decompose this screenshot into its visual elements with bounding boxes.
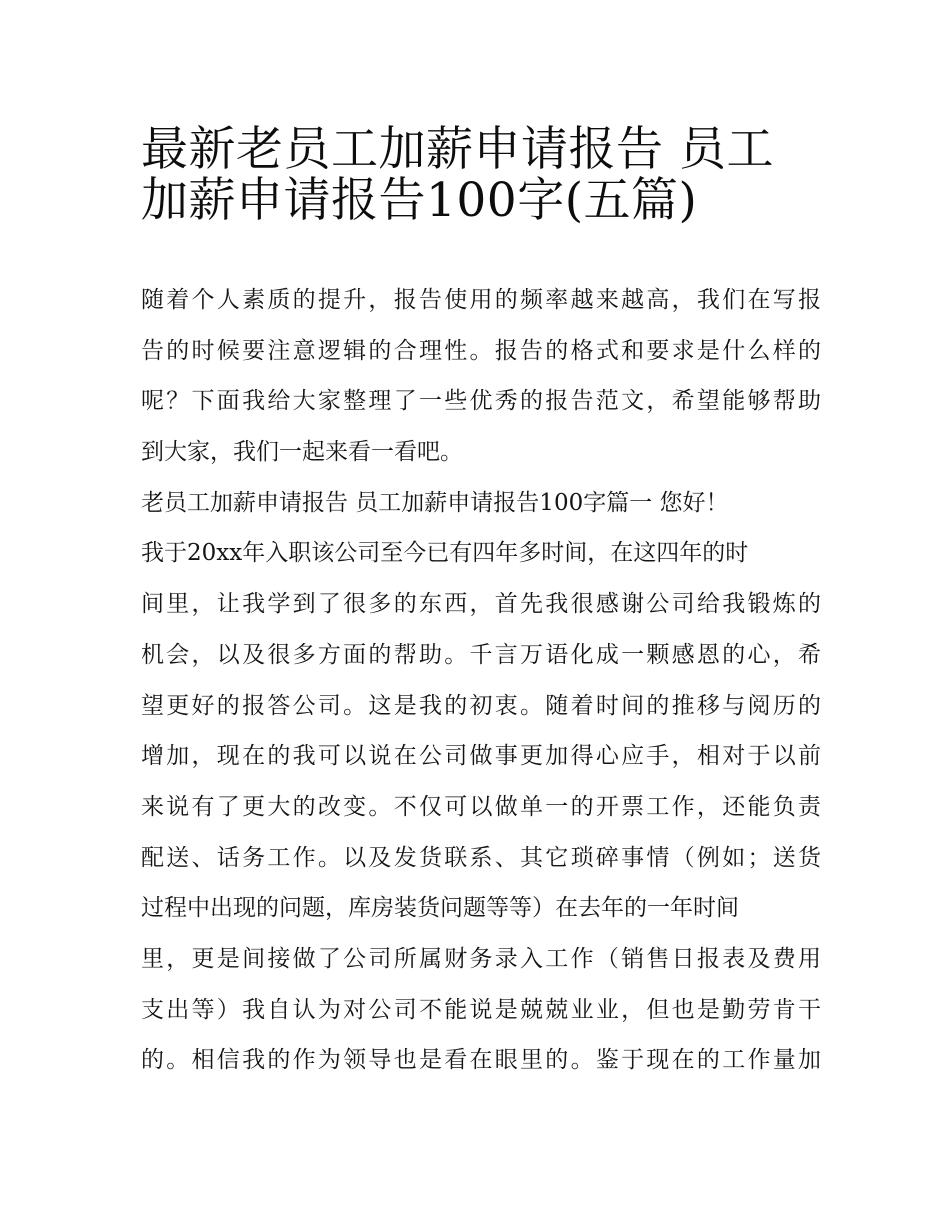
body-line: 告的时候要注意逻辑的合理性。报告的格式和要求是什么样的 <box>141 337 821 364</box>
body-line: 来说有了更大的改变。不仅可以做单一的开票工作，还能负责 <box>141 793 821 820</box>
title-line-1: 最新老员工加薪申请报告 员工 <box>141 122 774 177</box>
document-body <box>141 275 821 1086</box>
body-line: 呢？下面我给大家整理了一些优秀的报告范文，希望能够帮助 <box>141 388 821 415</box>
body-line: 的。相信我的作为领导也是看在眼里的。鉴于现在的工作量加 <box>141 1047 821 1074</box>
title-line-2: 加薪申请报告100字(五篇) <box>141 172 698 228</box>
body-line: 我于20xx年入职该公司至今已有四年多时间，在这四年的时 <box>141 540 749 567</box>
body-line: 随着个人素质的提升，报告使用的频率越来越高，我们在写报 <box>141 287 821 313</box>
body-line: 增加，现在的我可以说在公司做事更加得心应手，相对于以前 <box>141 743 821 770</box>
body-line: 机会，以及很多方面的帮助。千言万语化成一颗感恩的心，希 <box>141 641 821 668</box>
body-line: 配送、话务工作。以及发货联系、其它琐碎事情（例如；送货 <box>141 844 821 871</box>
body-line: 到大家，我们一起来看一看吧。 <box>141 439 463 466</box>
body-line: 间里，让我学到了很多的东西，首先我很感谢公司给我锻炼的 <box>141 591 821 618</box>
body-line: 里，更是间接做了公司所属财务录入工作（销售日报表及费用 <box>141 945 821 972</box>
body-line: 过程中出现的问题，库房装货问题等等）在去年的一年时间 <box>141 895 739 922</box>
document-title <box>141 112 821 228</box>
body-line: 老员工加薪申请报告 员工加薪申请报告100字篇一 您好！ <box>141 489 729 516</box>
body-line: 支出等）我自认为对公司不能说是兢兢业业，但也是勤劳肯干 <box>141 996 821 1023</box>
body-line: 望更好的报答公司。这是我的初衷。随着时间的推移与阅历的 <box>141 692 821 719</box>
